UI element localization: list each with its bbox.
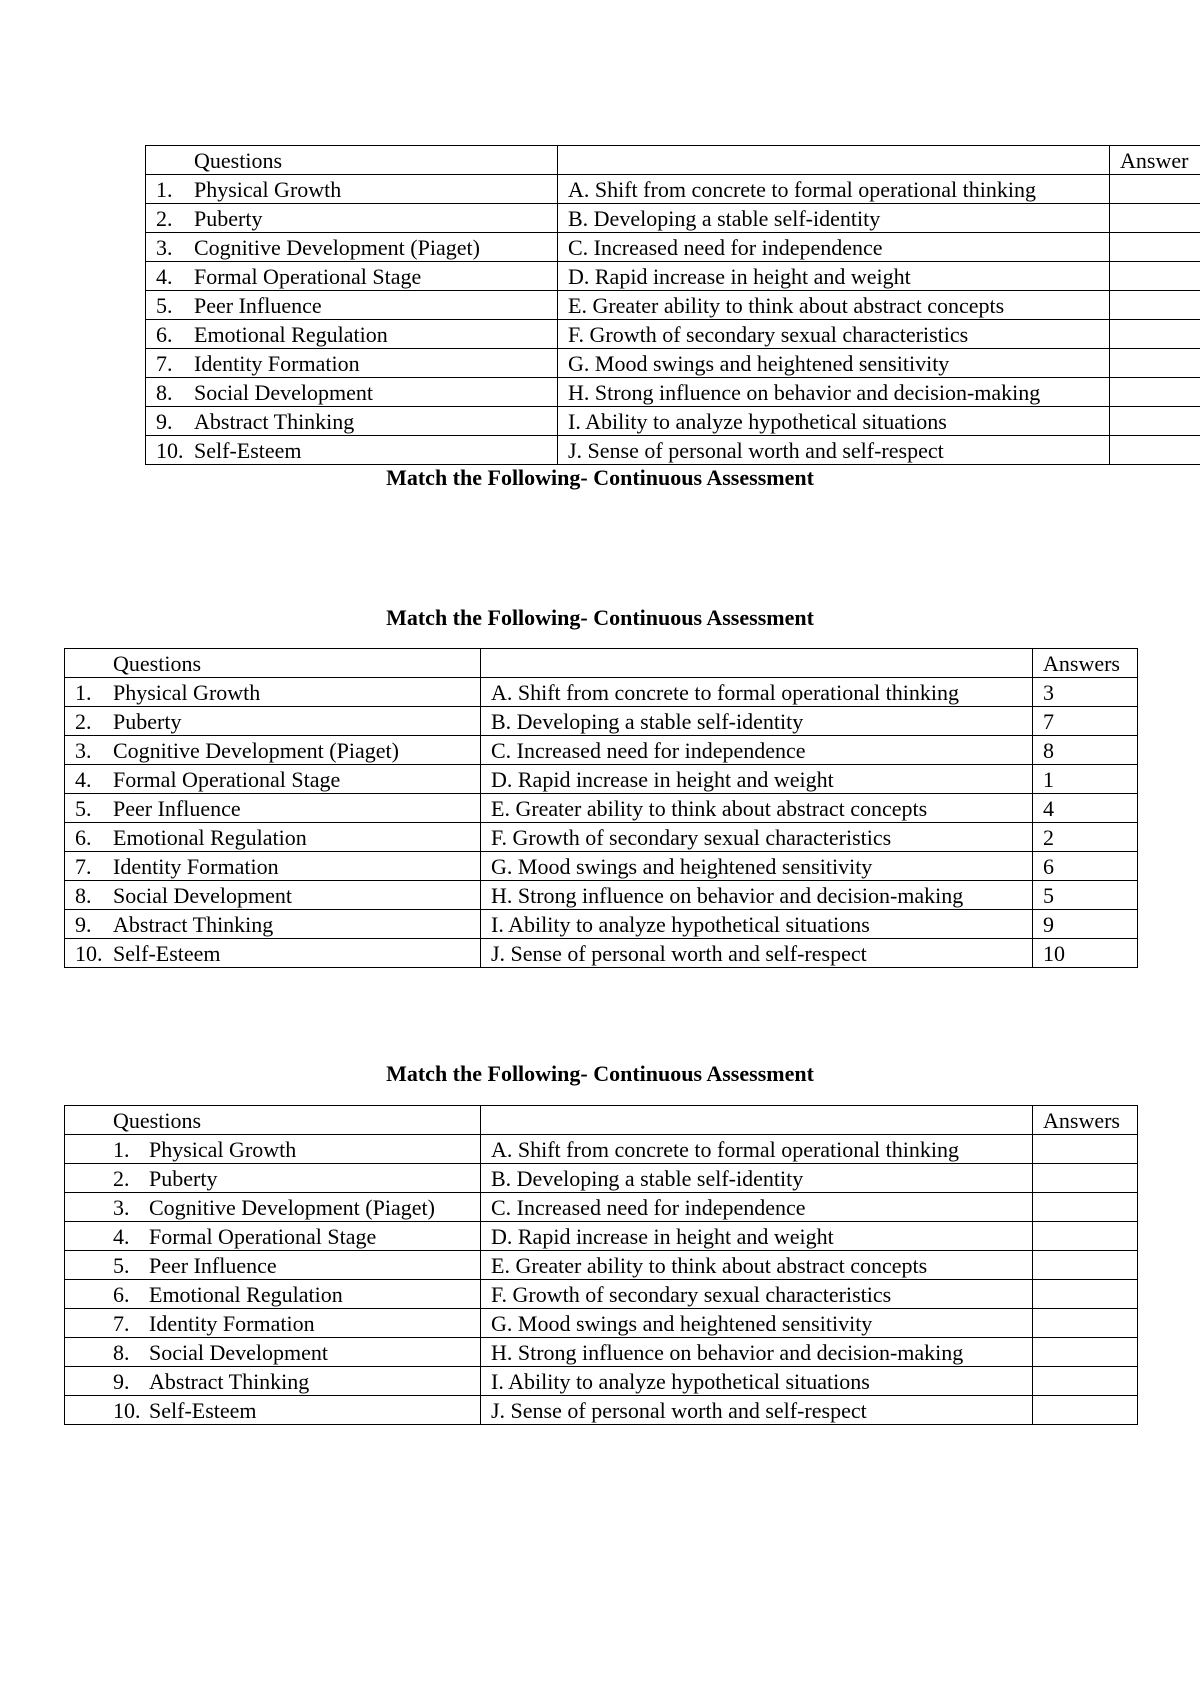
question-number: 9. [75, 911, 92, 937]
question-cell [65, 765, 481, 794]
option-cell: D. Rapid increase in height and weight [481, 1222, 1033, 1251]
header-questions: Questions [146, 146, 558, 175]
answer-cell [1110, 378, 1200, 407]
question-cell [65, 1222, 481, 1251]
table-row [65, 1251, 1138, 1280]
question-text: Cognitive Development (Piaget) [113, 737, 399, 763]
table-row [65, 1367, 1138, 1396]
table-row [146, 262, 1200, 291]
option-cell: J. Sense of personal worth and self-respect [481, 939, 1033, 968]
table-row [65, 736, 1138, 765]
option-cell: G. Mood swings and heightened sensitivity [558, 349, 1110, 378]
question-number: 6. [156, 321, 173, 347]
question-text: Puberty [113, 708, 182, 734]
header-questions: Questions [65, 649, 481, 678]
question-text: Emotional Regulation [113, 824, 307, 850]
question-text: Formal Operational Stage [149, 1223, 377, 1249]
question-cell [146, 378, 558, 407]
question-text: Self-Esteem [113, 940, 221, 966]
question-cell [146, 291, 558, 320]
match-table-1 [145, 145, 1200, 465]
question-cell [65, 794, 481, 823]
question-text: Self-Esteem [149, 1397, 257, 1423]
section-title-answered: Match the Following- Continuous Assessment [386, 605, 814, 630]
question-text: Puberty [194, 205, 263, 231]
table-block-1 [145, 145, 1200, 465]
question-number: 1. [156, 176, 173, 202]
option-cell: F. Growth of secondary sexual characteristics [558, 320, 1110, 349]
question-cell [65, 1280, 481, 1309]
table-row [146, 378, 1200, 407]
table-row [65, 1193, 1138, 1222]
answer-cell [1110, 320, 1200, 349]
header-answers: Answer [1110, 146, 1200, 175]
question-number: 7. [75, 853, 92, 879]
table-row [65, 1280, 1138, 1309]
question-text: Abstract Thinking [194, 408, 355, 434]
question-text: Puberty [149, 1165, 218, 1191]
answer-cell [1110, 349, 1200, 378]
question-cell [146, 349, 558, 378]
question-number: 3. [75, 737, 92, 763]
question-text: Self-Esteem [194, 437, 302, 463]
table-row [65, 765, 1138, 794]
answer-cell: 3 [1033, 678, 1138, 707]
option-cell: C. Increased need for independence [481, 736, 1033, 765]
question-number: 8. [75, 882, 92, 908]
question-cell [146, 262, 558, 291]
option-cell: E. Greater ability to think about abstract concepts [481, 794, 1033, 823]
question-text: Peer Influence [194, 292, 322, 318]
question-number: 6. [75, 824, 92, 850]
question-cell [65, 1135, 481, 1164]
answer-cell: 9 [1033, 910, 1138, 939]
question-number: 9. [113, 1368, 130, 1394]
table-row [146, 320, 1200, 349]
option-cell: F. Growth of secondary sexual characteristics [481, 823, 1033, 852]
question-number: 8. [113, 1339, 130, 1365]
table-row [65, 910, 1138, 939]
question-text: Peer Influence [149, 1252, 277, 1278]
question-number: 2. [75, 708, 92, 734]
question-text: Social Development [149, 1339, 329, 1365]
table-row [65, 939, 1138, 968]
question-cell [65, 881, 481, 910]
header-answers: Answers [1033, 1106, 1138, 1135]
question-text: Abstract Thinking [113, 911, 274, 937]
answer-cell [1033, 1164, 1138, 1193]
question-number: 4. [156, 263, 173, 289]
answer-cell [1033, 1309, 1138, 1338]
table-header-row [65, 649, 1138, 678]
question-cell [65, 736, 481, 765]
option-cell: B. Developing a stable self-identity [558, 204, 1110, 233]
question-text: Peer Influence [113, 795, 241, 821]
question-cell [65, 852, 481, 881]
page-title: Match the Following- Continuous Assessment [386, 465, 814, 490]
question-number: 5. [113, 1252, 130, 1278]
table-row [65, 794, 1138, 823]
question-cell [146, 407, 558, 436]
answer-cell [1110, 204, 1200, 233]
question-cell [65, 910, 481, 939]
question-text: Cognitive Development (Piaget) [149, 1194, 435, 1220]
answer-cell: 1 [1033, 765, 1138, 794]
question-number: 10. [75, 940, 103, 966]
option-cell: C. Increased need for independence [558, 233, 1110, 262]
option-cell: H. Strong influence on behavior and decision-making [558, 378, 1110, 407]
question-text: Physical Growth [149, 1136, 297, 1162]
question-number: 5. [156, 292, 173, 318]
answer-cell: 8 [1033, 736, 1138, 765]
table-row [65, 1309, 1138, 1338]
answer-cell [1110, 262, 1200, 291]
question-number: 4. [113, 1223, 130, 1249]
table-row [65, 1222, 1138, 1251]
question-text: Formal Operational Stage [113, 766, 341, 792]
option-cell: G. Mood swings and heightened sensitivity [481, 1309, 1033, 1338]
option-cell: E. Greater ability to think about abstract concepts [481, 1251, 1033, 1280]
option-cell: B. Developing a stable self-identity [481, 707, 1033, 736]
question-number: 1. [75, 679, 92, 705]
question-text: Social Development [113, 882, 293, 908]
table-row [65, 823, 1138, 852]
answer-cell [1033, 1367, 1138, 1396]
question-cell [65, 1193, 481, 1222]
question-text: Identity Formation [194, 350, 360, 376]
answer-cell [1033, 1135, 1138, 1164]
question-text: Identity Formation [149, 1310, 315, 1336]
question-number: 10. [156, 437, 184, 463]
table-header-row [65, 1106, 1138, 1135]
header-options [481, 649, 1033, 678]
table-row [65, 678, 1138, 707]
question-number: 8. [156, 379, 173, 405]
table-row [146, 349, 1200, 378]
question-cell [146, 320, 558, 349]
section-title-blank: Match the Following- Continuous Assessment [386, 1061, 814, 1086]
table-block-3 [64, 1105, 1138, 1425]
question-number: 1. [113, 1136, 130, 1162]
table-row [146, 291, 1200, 320]
question-text: Physical Growth [194, 176, 342, 202]
table-row [146, 175, 1200, 204]
question-number: 3. [113, 1194, 130, 1220]
match-table-answered [64, 648, 1138, 968]
table-row [146, 204, 1200, 233]
table-row [65, 881, 1138, 910]
table-header-row [146, 146, 1200, 175]
answer-cell [1033, 1280, 1138, 1309]
header-answers: Answers [1033, 649, 1138, 678]
question-number: 7. [156, 350, 173, 376]
answer-cell: 10 [1033, 939, 1138, 968]
table-row [65, 852, 1138, 881]
question-cell [65, 823, 481, 852]
answer-cell [1033, 1222, 1138, 1251]
answer-cell [1033, 1338, 1138, 1367]
header-options [558, 146, 1110, 175]
answer-cell: 7 [1033, 707, 1138, 736]
option-cell: F. Growth of secondary sexual characteristics [481, 1280, 1033, 1309]
table-row [65, 1135, 1138, 1164]
answer-cell [1110, 175, 1200, 204]
answer-cell: 5 [1033, 881, 1138, 910]
question-cell [65, 678, 481, 707]
option-cell: D. Rapid increase in height and weight [558, 262, 1110, 291]
question-cell [146, 204, 558, 233]
question-text: Emotional Regulation [194, 321, 388, 347]
question-cell [65, 1367, 481, 1396]
option-cell: G. Mood swings and heightened sensitivity [481, 852, 1033, 881]
question-number: 10. [113, 1397, 141, 1423]
option-cell: H. Strong influence on behavior and decision-making [481, 881, 1033, 910]
question-cell [65, 707, 481, 736]
option-cell: H. Strong influence on behavior and decision-making [481, 1338, 1033, 1367]
table-row [65, 707, 1138, 736]
table-row [65, 1338, 1138, 1367]
option-cell: C. Increased need for independence [481, 1193, 1033, 1222]
question-text: Formal Operational Stage [194, 263, 422, 289]
option-cell: B. Developing a stable self-identity [481, 1164, 1033, 1193]
answer-cell [1110, 436, 1200, 465]
question-cell [146, 233, 558, 262]
answer-cell: 2 [1033, 823, 1138, 852]
question-text: Identity Formation [113, 853, 279, 879]
question-cell [65, 939, 481, 968]
question-number: 6. [113, 1281, 130, 1307]
question-cell [65, 1309, 481, 1338]
option-cell: J. Sense of personal worth and self-respect [481, 1396, 1033, 1425]
question-number: 5. [75, 795, 92, 821]
question-text: Physical Growth [113, 679, 261, 705]
question-cell [65, 1396, 481, 1425]
question-number: 4. [75, 766, 92, 792]
header-options [481, 1106, 1033, 1135]
question-cell [65, 1164, 481, 1193]
option-cell: A. Shift from concrete to formal operational thinking [481, 678, 1033, 707]
table-block-2 [64, 648, 1138, 968]
question-text: Cognitive Development (Piaget) [194, 234, 480, 260]
option-cell: A. Shift from concrete to formal operational thinking [558, 175, 1110, 204]
option-cell: E. Greater ability to think about abstract concepts [558, 291, 1110, 320]
question-number: 3. [156, 234, 173, 260]
option-cell: J. Sense of personal worth and self-respect [558, 436, 1110, 465]
question-text: Emotional Regulation [149, 1281, 343, 1307]
question-number: 9. [156, 408, 173, 434]
match-table-blank [64, 1105, 1138, 1425]
question-cell [146, 436, 558, 465]
question-number: 2. [113, 1165, 130, 1191]
answer-cell [1033, 1193, 1138, 1222]
answer-cell [1110, 407, 1200, 436]
question-number: 7. [113, 1310, 130, 1336]
question-number: 2. [156, 205, 173, 231]
table-row [65, 1396, 1138, 1425]
option-cell: D. Rapid increase in height and weight [481, 765, 1033, 794]
question-text: Social Development [194, 379, 374, 405]
table-row [146, 407, 1200, 436]
question-cell [146, 175, 558, 204]
option-cell: I. Ability to analyze hypothetical situations [481, 910, 1033, 939]
answer-cell: 4 [1033, 794, 1138, 823]
option-cell: I. Ability to analyze hypothetical situations [481, 1367, 1033, 1396]
answer-cell [1033, 1396, 1138, 1425]
answer-cell: 6 [1033, 852, 1138, 881]
option-cell: A. Shift from concrete to formal operational thinking [481, 1135, 1033, 1164]
table-row [65, 1164, 1138, 1193]
question-cell [65, 1251, 481, 1280]
answer-cell [1110, 291, 1200, 320]
header-questions: Questions [65, 1106, 481, 1135]
question-text: Abstract Thinking [149, 1368, 310, 1394]
option-cell: I. Ability to analyze hypothetical situations [558, 407, 1110, 436]
answer-cell [1033, 1251, 1138, 1280]
question-cell [65, 1338, 481, 1367]
table-row [146, 436, 1200, 465]
table-row [146, 233, 1200, 262]
answer-cell [1110, 233, 1200, 262]
